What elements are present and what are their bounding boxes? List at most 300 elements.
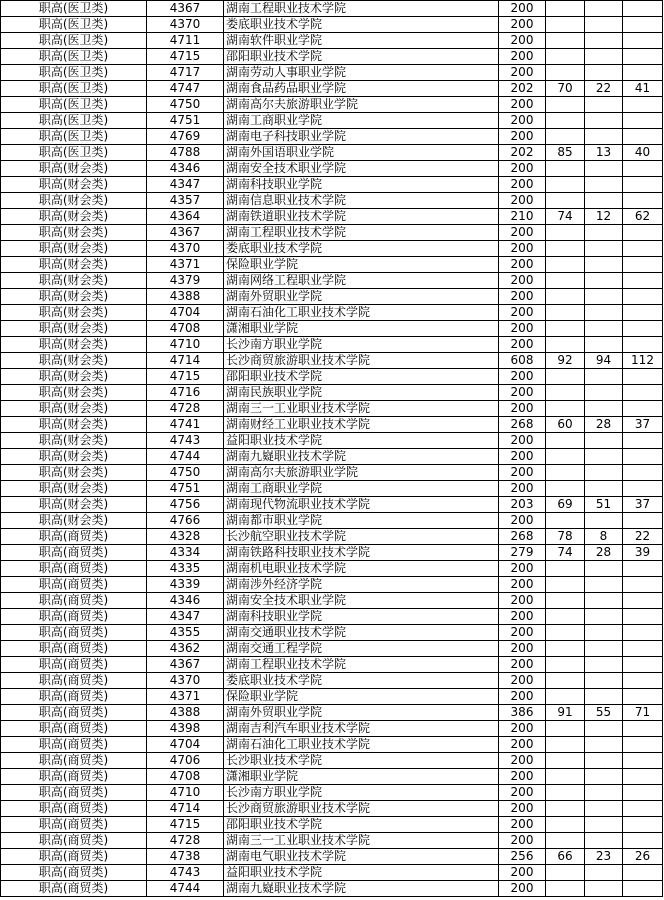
- school-name-cell: 湖南网络工程职业学院: [224, 273, 499, 289]
- plan-count-cell: 200: [499, 17, 546, 33]
- value-a-cell: [546, 433, 585, 449]
- value-b-cell: [585, 97, 623, 113]
- category-cell: 职高(财会类): [1, 385, 147, 401]
- value-c-cell: [623, 833, 663, 849]
- table-row: [1, 417, 663, 433]
- category-cell: 职高(商贸类): [1, 593, 147, 609]
- value-c-cell: [623, 49, 663, 65]
- value-c-cell: 62: [623, 209, 663, 225]
- category-cell: 职高(医卫类): [1, 17, 147, 33]
- value-a-cell: 69: [546, 497, 585, 513]
- value-b-cell: 28: [585, 545, 623, 561]
- plan-count-cell: 200: [499, 433, 546, 449]
- value-a-cell: [546, 193, 585, 209]
- value-b-cell: [585, 161, 623, 177]
- value-b-cell: 51: [585, 497, 623, 513]
- category-cell: 职高(商贸类): [1, 657, 147, 673]
- value-b-cell: [585, 113, 623, 129]
- value-c-cell: [623, 129, 663, 145]
- value-a-cell: [546, 113, 585, 129]
- value-b-cell: [585, 785, 623, 801]
- value-c-cell: [623, 65, 663, 81]
- table-row: [1, 769, 663, 785]
- value-c-cell: [623, 289, 663, 305]
- value-c-cell: [623, 113, 663, 129]
- plan-count-cell: 200: [499, 289, 546, 305]
- code-cell: 4355: [147, 625, 224, 641]
- code-cell: 4370: [147, 241, 224, 257]
- value-b-cell: [585, 481, 623, 497]
- table-row: [1, 17, 663, 33]
- category-cell: 职高(商贸类): [1, 641, 147, 657]
- value-b-cell: [585, 641, 623, 657]
- table-row: [1, 481, 663, 497]
- value-c-cell: [623, 641, 663, 657]
- plan-count-cell: 200: [499, 177, 546, 193]
- category-cell: 职高(财会类): [1, 465, 147, 481]
- value-b-cell: [585, 449, 623, 465]
- code-cell: 4714: [147, 801, 224, 817]
- category-cell: 职高(商贸类): [1, 673, 147, 689]
- category-cell: 职高(商贸类): [1, 721, 147, 737]
- code-cell: 4708: [147, 321, 224, 337]
- value-b-cell: 23: [585, 849, 623, 865]
- code-cell: 4708: [147, 769, 224, 785]
- plan-count-cell: 200: [499, 721, 546, 737]
- category-cell: 职高(医卫类): [1, 129, 147, 145]
- category-cell: 职高(医卫类): [1, 65, 147, 81]
- value-a-cell: 74: [546, 545, 585, 561]
- code-cell: 4704: [147, 737, 224, 753]
- value-c-cell: 37: [623, 497, 663, 513]
- value-b-cell: [585, 1, 623, 17]
- school-name-cell: 湖南信息职业技术学院: [224, 193, 499, 209]
- code-cell: 4328: [147, 529, 224, 545]
- value-a-cell: [546, 33, 585, 49]
- plan-count-cell: 200: [499, 593, 546, 609]
- value-b-cell: [585, 561, 623, 577]
- school-name-cell: 湖南外贸职业学院: [224, 289, 499, 305]
- table-row: [1, 129, 663, 145]
- value-c-cell: 41: [623, 81, 663, 97]
- code-cell: 4756: [147, 497, 224, 513]
- code-cell: 4769: [147, 129, 224, 145]
- value-b-cell: [585, 321, 623, 337]
- value-a-cell: [546, 129, 585, 145]
- value-b-cell: [585, 609, 623, 625]
- school-name-cell: 湖南交通职业技术学院: [224, 625, 499, 641]
- table-row: [1, 641, 663, 657]
- code-cell: 4717: [147, 65, 224, 81]
- school-name-cell: 湖南现代物流职业技术学院: [224, 497, 499, 513]
- category-cell: 职高(商贸类): [1, 737, 147, 753]
- value-a-cell: [546, 593, 585, 609]
- plan-count-cell: 200: [499, 865, 546, 881]
- value-a-cell: [546, 225, 585, 241]
- value-c-cell: [623, 177, 663, 193]
- plan-count-cell: 200: [499, 369, 546, 385]
- school-name-cell: 潇湘职业学院: [224, 769, 499, 785]
- plan-count-cell: 200: [499, 273, 546, 289]
- code-cell: 4751: [147, 113, 224, 129]
- category-cell: 职高(商贸类): [1, 881, 147, 897]
- value-c-cell: [623, 257, 663, 273]
- category-cell: 职高(财会类): [1, 193, 147, 209]
- value-a-cell: [546, 513, 585, 529]
- plan-count-cell: 200: [499, 97, 546, 113]
- value-b-cell: [585, 433, 623, 449]
- school-name-cell: 湖南都市职业学院: [224, 513, 499, 529]
- value-c-cell: [623, 865, 663, 881]
- value-c-cell: [623, 625, 663, 641]
- value-b-cell: [585, 689, 623, 705]
- value-b-cell: 55: [585, 705, 623, 721]
- school-name-cell: 邵阳职业技术学院: [224, 49, 499, 65]
- school-name-cell: 湖南财经工业职业技术学院: [224, 417, 499, 433]
- table-row: [1, 353, 663, 369]
- school-name-cell: 湖南劳动人事职业学院: [224, 65, 499, 81]
- school-name-cell: 湖南食品药品职业学院: [224, 81, 499, 97]
- plan-count-cell: 279: [499, 545, 546, 561]
- value-a-cell: [546, 321, 585, 337]
- table-row: [1, 401, 663, 417]
- category-cell: 职高(财会类): [1, 225, 147, 241]
- value-a-cell: [546, 625, 585, 641]
- table-row: [1, 881, 663, 897]
- value-b-cell: 28: [585, 417, 623, 433]
- value-b-cell: [585, 193, 623, 209]
- value-a-cell: 92: [546, 353, 585, 369]
- category-cell: 职高(医卫类): [1, 33, 147, 49]
- category-cell: 职高(财会类): [1, 401, 147, 417]
- code-cell: 4728: [147, 833, 224, 849]
- plan-count-cell: 200: [499, 65, 546, 81]
- value-b-cell: [585, 593, 623, 609]
- code-cell: 4750: [147, 97, 224, 113]
- category-cell: 职高(医卫类): [1, 145, 147, 161]
- school-name-cell: 湖南铁路科技职业技术学院: [224, 545, 499, 561]
- table-row: [1, 273, 663, 289]
- plan-count-cell: 386: [499, 705, 546, 721]
- code-cell: 4716: [147, 385, 224, 401]
- value-b-cell: [585, 721, 623, 737]
- table-row: [1, 801, 663, 817]
- value-a-cell: [546, 385, 585, 401]
- school-name-cell: 长沙南方职业学院: [224, 337, 499, 353]
- school-name-cell: 湖南科技职业学院: [224, 609, 499, 625]
- code-cell: 4367: [147, 657, 224, 673]
- table-row: [1, 865, 663, 881]
- category-cell: 职高(财会类): [1, 497, 147, 513]
- table-row: [1, 65, 663, 81]
- value-c-cell: [623, 737, 663, 753]
- code-cell: 4710: [147, 785, 224, 801]
- value-a-cell: [546, 817, 585, 833]
- plan-count-cell: 200: [499, 1, 546, 17]
- school-name-cell: 湖南工商职业学院: [224, 481, 499, 497]
- code-cell: 4750: [147, 465, 224, 481]
- code-cell: 4335: [147, 561, 224, 577]
- value-c-cell: [623, 97, 663, 113]
- value-c-cell: [623, 193, 663, 209]
- plan-count-cell: 200: [499, 465, 546, 481]
- value-b-cell: [585, 273, 623, 289]
- value-b-cell: [585, 177, 623, 193]
- category-cell: 职高(商贸类): [1, 833, 147, 849]
- school-name-cell: 湖南三一工业职业技术学院: [224, 401, 499, 417]
- value-a-cell: [546, 737, 585, 753]
- value-b-cell: [585, 465, 623, 481]
- table-row: [1, 385, 663, 401]
- value-b-cell: [585, 49, 623, 65]
- school-name-cell: 湖南机电职业技术学院: [224, 561, 499, 577]
- table-row: [1, 785, 663, 801]
- category-cell: 职高(医卫类): [1, 97, 147, 113]
- category-cell: 职高(商贸类): [1, 865, 147, 881]
- school-name-cell: 长沙商贸旅游职业技术学院: [224, 353, 499, 369]
- value-b-cell: [585, 673, 623, 689]
- plan-count-cell: 200: [499, 337, 546, 353]
- value-b-cell: [585, 337, 623, 353]
- school-name-cell: 娄底职业技术学院: [224, 17, 499, 33]
- value-a-cell: [546, 721, 585, 737]
- table-row: [1, 369, 663, 385]
- value-a-cell: [546, 753, 585, 769]
- code-cell: 4379: [147, 273, 224, 289]
- value-c-cell: [623, 337, 663, 353]
- school-name-cell: 湖南电气职业技术学院: [224, 849, 499, 865]
- value-c-cell: [623, 449, 663, 465]
- table-row: [1, 545, 663, 561]
- school-name-cell: 湖南安全技术职业学院: [224, 161, 499, 177]
- category-cell: 职高(商贸类): [1, 785, 147, 801]
- value-a-cell: 78: [546, 529, 585, 545]
- value-b-cell: [585, 257, 623, 273]
- code-cell: 4706: [147, 753, 224, 769]
- value-a-cell: [546, 689, 585, 705]
- code-cell: 4370: [147, 673, 224, 689]
- table-row: [1, 113, 663, 129]
- code-cell: 4339: [147, 577, 224, 593]
- value-c-cell: [623, 561, 663, 577]
- table-row: [1, 289, 663, 305]
- value-b-cell: [585, 817, 623, 833]
- value-a-cell: [546, 641, 585, 657]
- code-cell: 4371: [147, 689, 224, 705]
- school-name-cell: 湖南吉利汽车职业技术学院: [224, 721, 499, 737]
- category-cell: 职高(医卫类): [1, 113, 147, 129]
- school-name-cell: 娄底职业技术学院: [224, 241, 499, 257]
- plan-count-cell: 200: [499, 833, 546, 849]
- code-cell: 4715: [147, 817, 224, 833]
- code-cell: 4728: [147, 401, 224, 417]
- code-cell: 4398: [147, 721, 224, 737]
- category-cell: 职高(商贸类): [1, 849, 147, 865]
- value-c-cell: [623, 817, 663, 833]
- school-name-cell: 湖南工程职业技术学院: [224, 657, 499, 673]
- category-cell: 职高(财会类): [1, 161, 147, 177]
- value-c-cell: [623, 513, 663, 529]
- plan-count-cell: 200: [499, 753, 546, 769]
- category-cell: 职高(商贸类): [1, 577, 147, 593]
- category-cell: 职高(财会类): [1, 513, 147, 529]
- value-a-cell: [546, 561, 585, 577]
- value-b-cell: 94: [585, 353, 623, 369]
- table-row: [1, 721, 663, 737]
- code-cell: 4704: [147, 305, 224, 321]
- value-c-cell: [623, 609, 663, 625]
- value-b-cell: [585, 369, 623, 385]
- value-b-cell: [585, 385, 623, 401]
- table-row: [1, 673, 663, 689]
- value-c-cell: [623, 673, 663, 689]
- code-cell: 4738: [147, 849, 224, 865]
- table-row: [1, 497, 663, 513]
- school-name-cell: 湖南民族职业学院: [224, 385, 499, 401]
- category-cell: 职高(财会类): [1, 177, 147, 193]
- table-row: [1, 577, 663, 593]
- value-b-cell: [585, 513, 623, 529]
- school-name-cell: 邵阳职业技术学院: [224, 369, 499, 385]
- value-a-cell: [546, 833, 585, 849]
- school-name-cell: 长沙航空职业技术学院: [224, 529, 499, 545]
- value-b-cell: [585, 129, 623, 145]
- value-b-cell: [585, 289, 623, 305]
- code-cell: 4367: [147, 225, 224, 241]
- code-cell: 4714: [147, 353, 224, 369]
- school-name-cell: 潇湘职业学院: [224, 321, 499, 337]
- code-cell: 4388: [147, 705, 224, 721]
- school-name-cell: 益阳职业技术学院: [224, 865, 499, 881]
- value-a-cell: [546, 1, 585, 17]
- school-name-cell: 湖南工程职业技术学院: [224, 1, 499, 17]
- value-b-cell: [585, 305, 623, 321]
- value-a-cell: [546, 657, 585, 673]
- value-c-cell: [623, 321, 663, 337]
- plan-count-cell: 200: [499, 225, 546, 241]
- school-name-cell: 湖南科技职业学院: [224, 177, 499, 193]
- table-row: [1, 705, 663, 721]
- table-row: [1, 161, 663, 177]
- code-cell: 4743: [147, 865, 224, 881]
- table-row: [1, 625, 663, 641]
- value-a-cell: 66: [546, 849, 585, 865]
- code-cell: 4371: [147, 257, 224, 273]
- plan-count-cell: 200: [499, 817, 546, 833]
- table-row: [1, 177, 663, 193]
- value-a-cell: [546, 241, 585, 257]
- value-c-cell: [623, 33, 663, 49]
- category-cell: 职高(商贸类): [1, 561, 147, 577]
- code-cell: 4715: [147, 49, 224, 65]
- value-b-cell: 12: [585, 209, 623, 225]
- table-row: [1, 529, 663, 545]
- school-name-cell: 湖南高尔夫旅游职业学院: [224, 97, 499, 113]
- school-name-cell: 长沙南方职业学院: [224, 785, 499, 801]
- table-row: [1, 593, 663, 609]
- value-a-cell: 70: [546, 81, 585, 97]
- table-row: [1, 97, 663, 113]
- code-cell: 4346: [147, 593, 224, 609]
- table-row: [1, 49, 663, 65]
- value-c-cell: [623, 273, 663, 289]
- value-c-cell: [623, 433, 663, 449]
- value-a-cell: [546, 257, 585, 273]
- school-name-cell: 湖南外贸职业学院: [224, 705, 499, 721]
- school-name-cell: 湖南工商职业学院: [224, 113, 499, 129]
- plan-count-cell: 203: [499, 497, 546, 513]
- value-b-cell: [585, 753, 623, 769]
- value-a-cell: 60: [546, 417, 585, 433]
- school-name-cell: 保险职业学院: [224, 689, 499, 705]
- value-c-cell: [623, 161, 663, 177]
- value-c-cell: 71: [623, 705, 663, 721]
- code-cell: 4362: [147, 641, 224, 657]
- value-c-cell: [623, 881, 663, 897]
- value-b-cell: [585, 881, 623, 897]
- table-row: [1, 209, 663, 225]
- value-a-cell: [546, 865, 585, 881]
- plan-count-cell: 268: [499, 417, 546, 433]
- value-c-cell: [623, 753, 663, 769]
- plan-count-cell: 200: [499, 785, 546, 801]
- plan-count-cell: 200: [499, 385, 546, 401]
- value-c-cell: 22: [623, 529, 663, 545]
- plan-count-cell: 200: [499, 401, 546, 417]
- code-cell: 4347: [147, 177, 224, 193]
- value-b-cell: 8: [585, 529, 623, 545]
- plan-count-cell: 200: [499, 561, 546, 577]
- category-cell: 职高(医卫类): [1, 1, 147, 17]
- plan-count-cell: 200: [499, 257, 546, 273]
- code-cell: 4346: [147, 161, 224, 177]
- value-b-cell: [585, 17, 623, 33]
- value-c-cell: [623, 465, 663, 481]
- table-row: [1, 753, 663, 769]
- school-name-cell: 长沙商贸旅游职业技术学院: [224, 801, 499, 817]
- school-name-cell: 湖南电子科技职业学院: [224, 129, 499, 145]
- table-row: [1, 33, 663, 49]
- table-row: [1, 305, 663, 321]
- value-c-cell: [623, 689, 663, 705]
- school-name-cell: 益阳职业技术学院: [224, 433, 499, 449]
- value-b-cell: [585, 33, 623, 49]
- category-cell: 职高(财会类): [1, 305, 147, 321]
- school-name-cell: 湖南铁道职业技术学院: [224, 209, 499, 225]
- plan-count-cell: 200: [499, 657, 546, 673]
- category-cell: 职高(财会类): [1, 209, 147, 225]
- category-cell: 职高(财会类): [1, 481, 147, 497]
- plan-count-cell: 200: [499, 881, 546, 897]
- school-name-cell: 湖南交通工程学院: [224, 641, 499, 657]
- category-cell: 职高(医卫类): [1, 81, 147, 97]
- school-name-cell: 湖南软件职业学院: [224, 33, 499, 49]
- plan-count-cell: 200: [499, 609, 546, 625]
- plan-count-cell: 608: [499, 353, 546, 369]
- category-cell: 职高(财会类): [1, 353, 147, 369]
- plan-count-cell: 200: [499, 673, 546, 689]
- plan-count-cell: 200: [499, 241, 546, 257]
- category-cell: 职高(财会类): [1, 417, 147, 433]
- table-row: [1, 433, 663, 449]
- value-a-cell: [546, 785, 585, 801]
- value-c-cell: [623, 1, 663, 17]
- category-cell: 职高(财会类): [1, 257, 147, 273]
- value-b-cell: [585, 65, 623, 81]
- plan-count-cell: 200: [499, 129, 546, 145]
- plan-count-cell: 200: [499, 49, 546, 65]
- school-name-cell: 湖南三一工业职业技术学院: [224, 833, 499, 849]
